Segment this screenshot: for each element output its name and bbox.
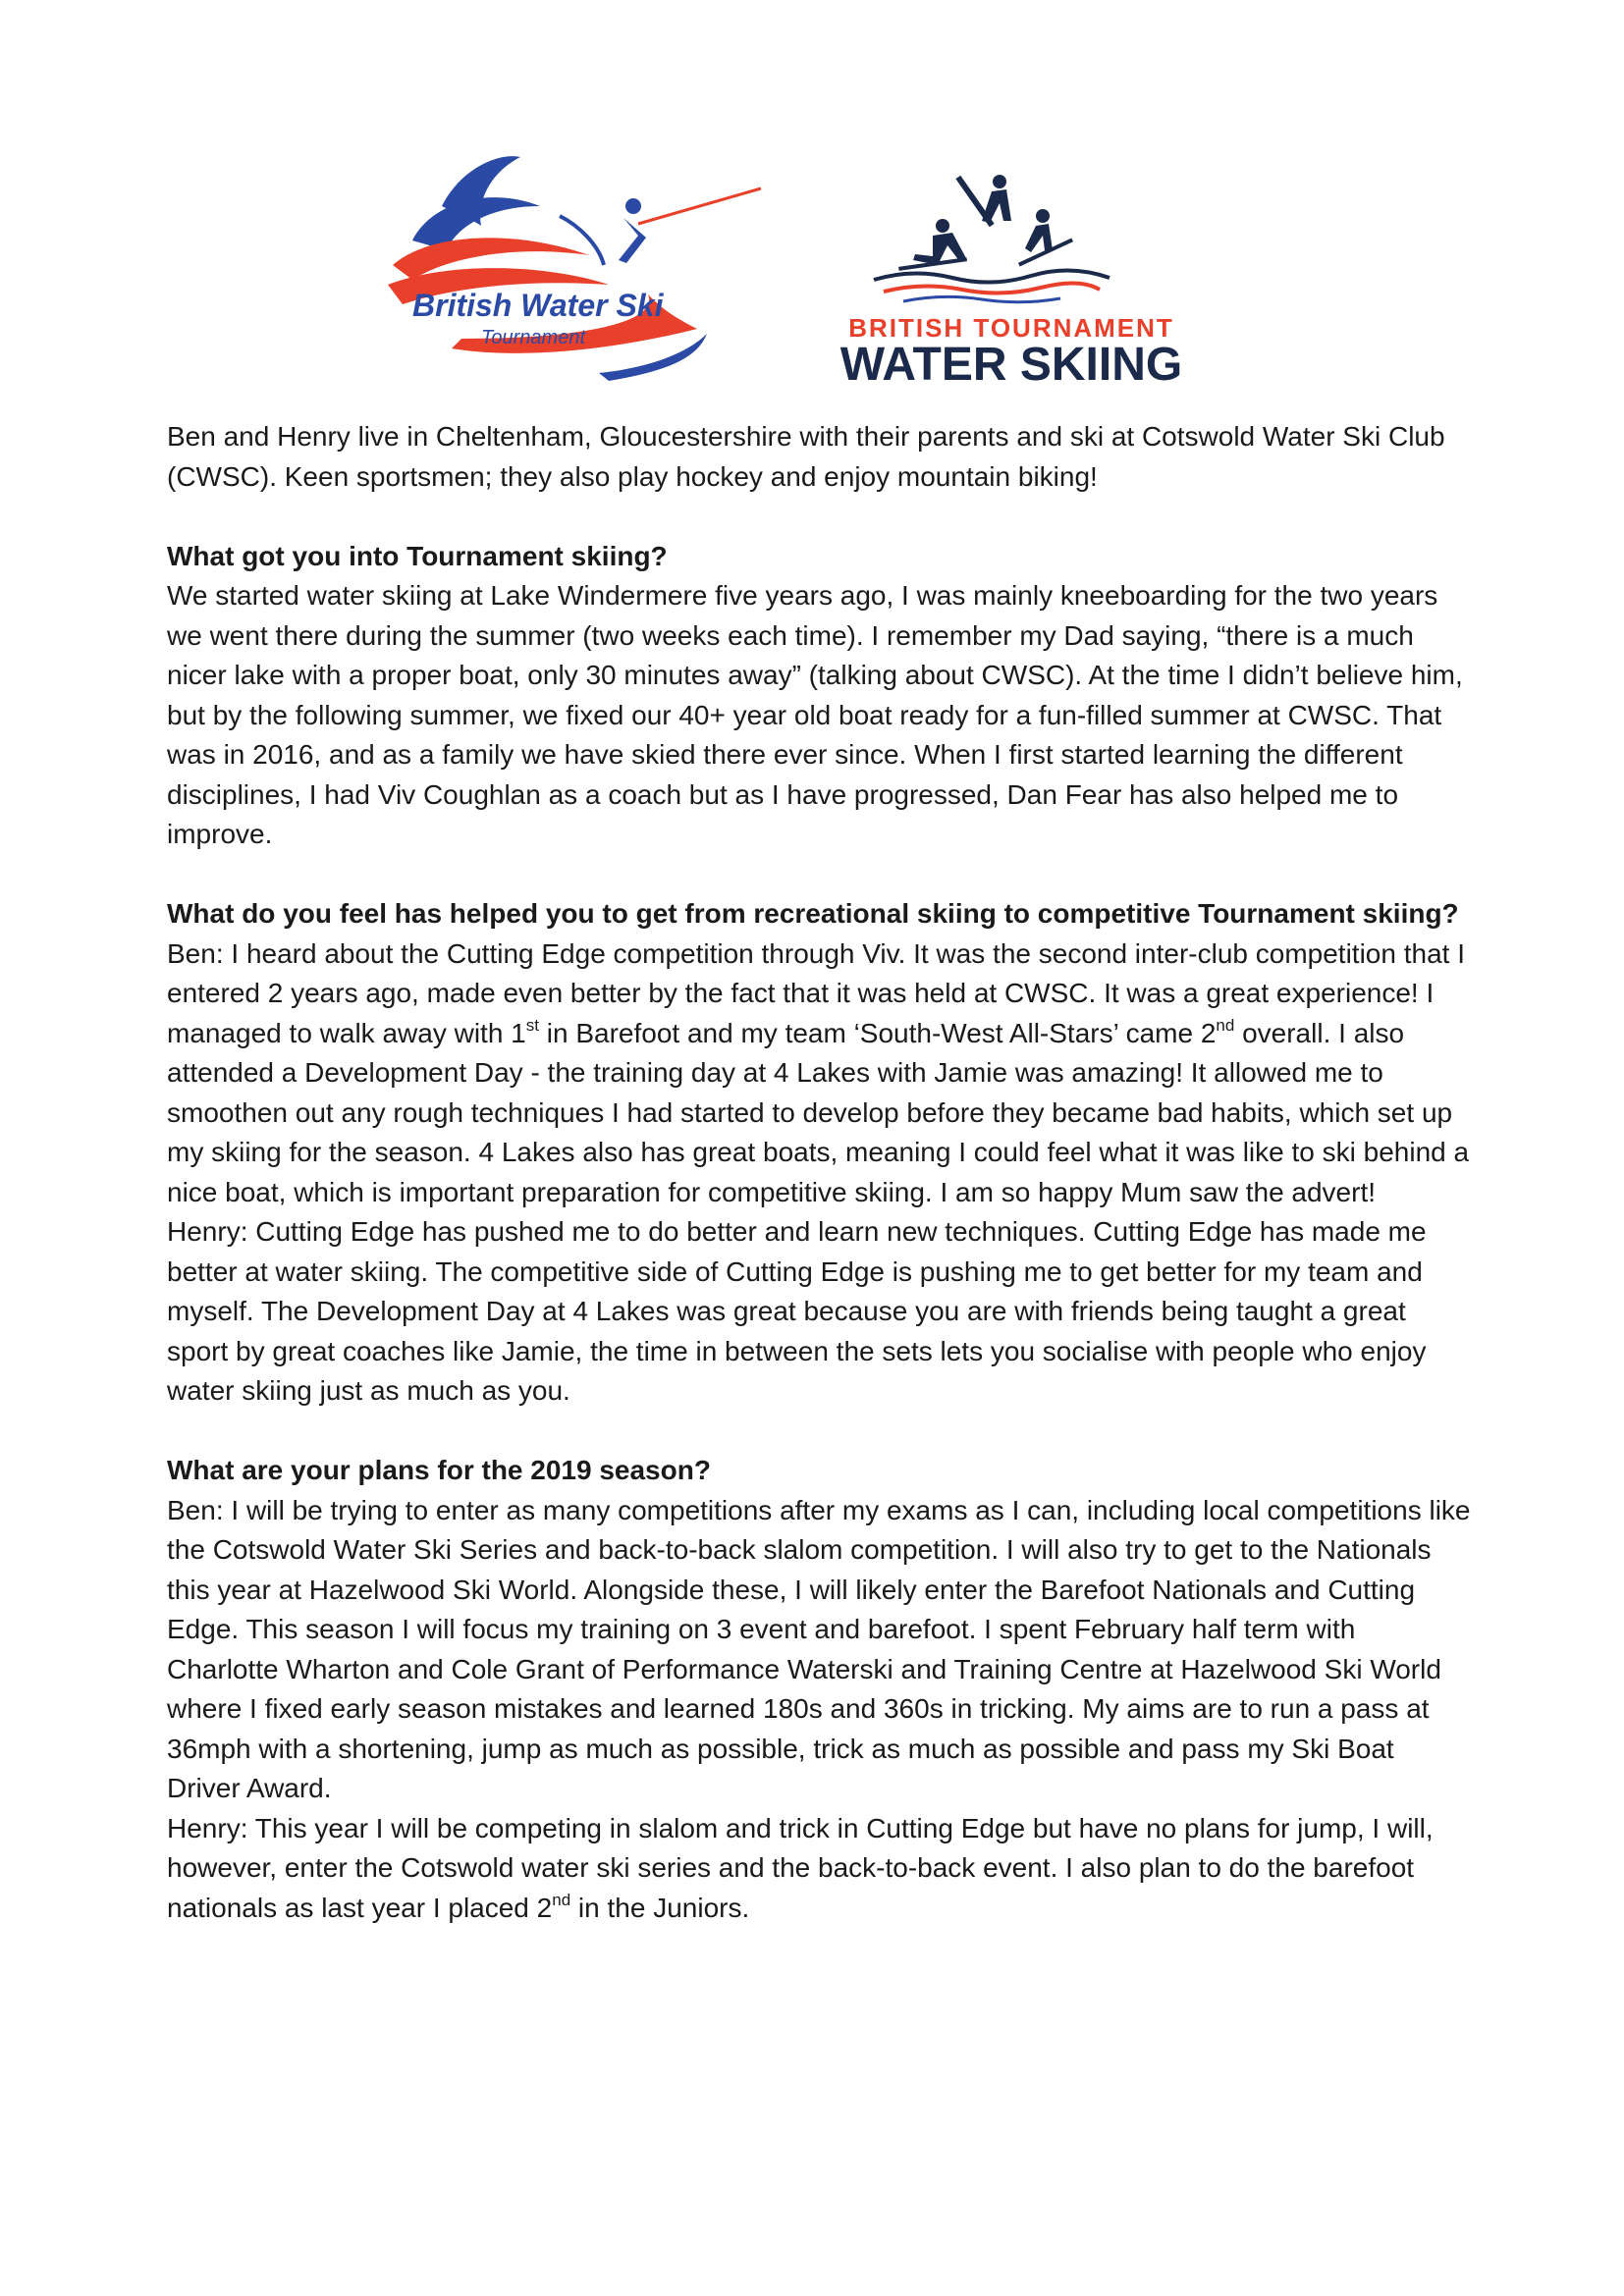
question-3: What are your plans for the 2019 season? [167,1455,711,1485]
answer-3-henry [167,1809,1473,1929]
header-logos [373,137,1257,393]
logo-left-line1: British Water Ski [412,288,664,323]
answer-3-henry-part-a: Henry: This year I will be competing in slalom and trick in Cutting Edge but have no plans for jump, I will, however, enter the Cotswold water ski series and the back-to-back event. I also plan to do the barefoot nationals as last year I placed 2 [167,1812,1434,1923]
logo-right-line1: BRITISH TOURNAMENT [848,313,1174,343]
spacer [167,1412,1473,1452]
answer-3-henry-part-b: in the Juniors. [570,1892,750,1923]
ordinal-superscript: st [525,1015,539,1035]
spacer [167,855,1473,895]
spacer [167,497,1473,537]
question-2: What do you feel has helped you to get from recreational skiing to competitive Tournament skiing? [167,898,1459,929]
answer-2-henry: Henry: Cutting Edge has pushed me to do better and learn new techniques. Cutting Edge has made me better at water skiing. The competitive side of Cutting Edge is pushing me to get better for my team and myself. The Development Day at 4 Lakes was great because you are with friends being taught a great sport by great coaches like Jamie, the time in between the sets lets you socialise with people who enjoy water skiing just as much as you. [167,1216,1427,1406]
answer-2-ben-part-b: in Barefoot and my team ‘South-West All-Stars’ came 2 [538,1017,1217,1048]
answer-1: We started water skiing at Lake Windermere five years ago, I was mainly kneeboarding for the two years we went there during the summer (two weeks each time). I remember my Dad saying, “there is a much nicer lake with a proper boat, only 30 minutes away” (talking about CWSC). At the time I didn’t believe him, but by the following summer, we fixed our 40+ year old boat ready for a fun-filled summer at CWSC. That was in 2016, and as a family we have skied there ever since. When I first started learning the different disciplines, I had Viv Coughlan as a coach but as I have progressed, Dan Fear has also helped me to improve. [167,580,1463,849]
answer-2-ben-part-a: Ben: I heard about the Cutting Edge competition through Viv. It was the second inter-club competition that I entered 2 years ago, made even better by the fact that it was held at CWSC. It was a great experience! I managed to walk away with 1 [167,937,1465,1048]
british-tournament-water-skiing-logo [795,152,1227,388]
answer-2-ben [167,934,1473,1213]
intro-paragraph: Ben and Henry live in Cheltenham, Gloucestershire with their parents and ski at Cotswold Water Ski Club (CWSC). Keen sportsmen; they also play hockey and enjoy mountain biking! [167,421,1445,492]
ordinal-superscript: nd [1216,1015,1235,1035]
article-body [167,417,1473,1928]
answer-2-ben-part-c: overall. I also attended a Development Day - the training day at 4 Lakes with Jamie was amazing! It allowed me to smoothen out any rough techniques I had started to develop before they became bad habits, which set up my skiing for the season. 4 Lakes also has great boats, meaning I could feel what it was like to ski behind a nice boat, which is important preparation for competitive skiing. I am so happy Mum saw the advert! [167,1017,1470,1207]
british-water-ski-tournament-logo [373,147,766,383]
logo-right-line2: WATER SKIING [839,339,1183,388]
ordinal-superscript: nd [552,1890,571,1909]
question-1: What got you into Tournament skiing? [167,540,668,571]
answer-3-ben: Ben: I will be trying to enter as many competitions after my exams as I can, including local competitions like the Cotswold Water Ski Series and back-to-back slalom competition. I will also try to get to the Nationals this year at Hazelwood Ski World. Alongside these, I will likely enter the Barefoot Nationals and Cutting Edge. This season I will focus my training on 3 event and barefoot. I spent February half term with Charlotte Wharton and Cole Grant of Performance Waterski and Training Centre at Hazelwood Ski World where I fixed early season mistakes and learned 180s and 360s in tricking. My aims are to run a pass at 36mph with a shortening, jump as much as possible, trick as much as possible and pass my Ski Boat Driver Award. [167,1494,1471,1803]
logo-left-line2: Tournament [481,327,585,348]
